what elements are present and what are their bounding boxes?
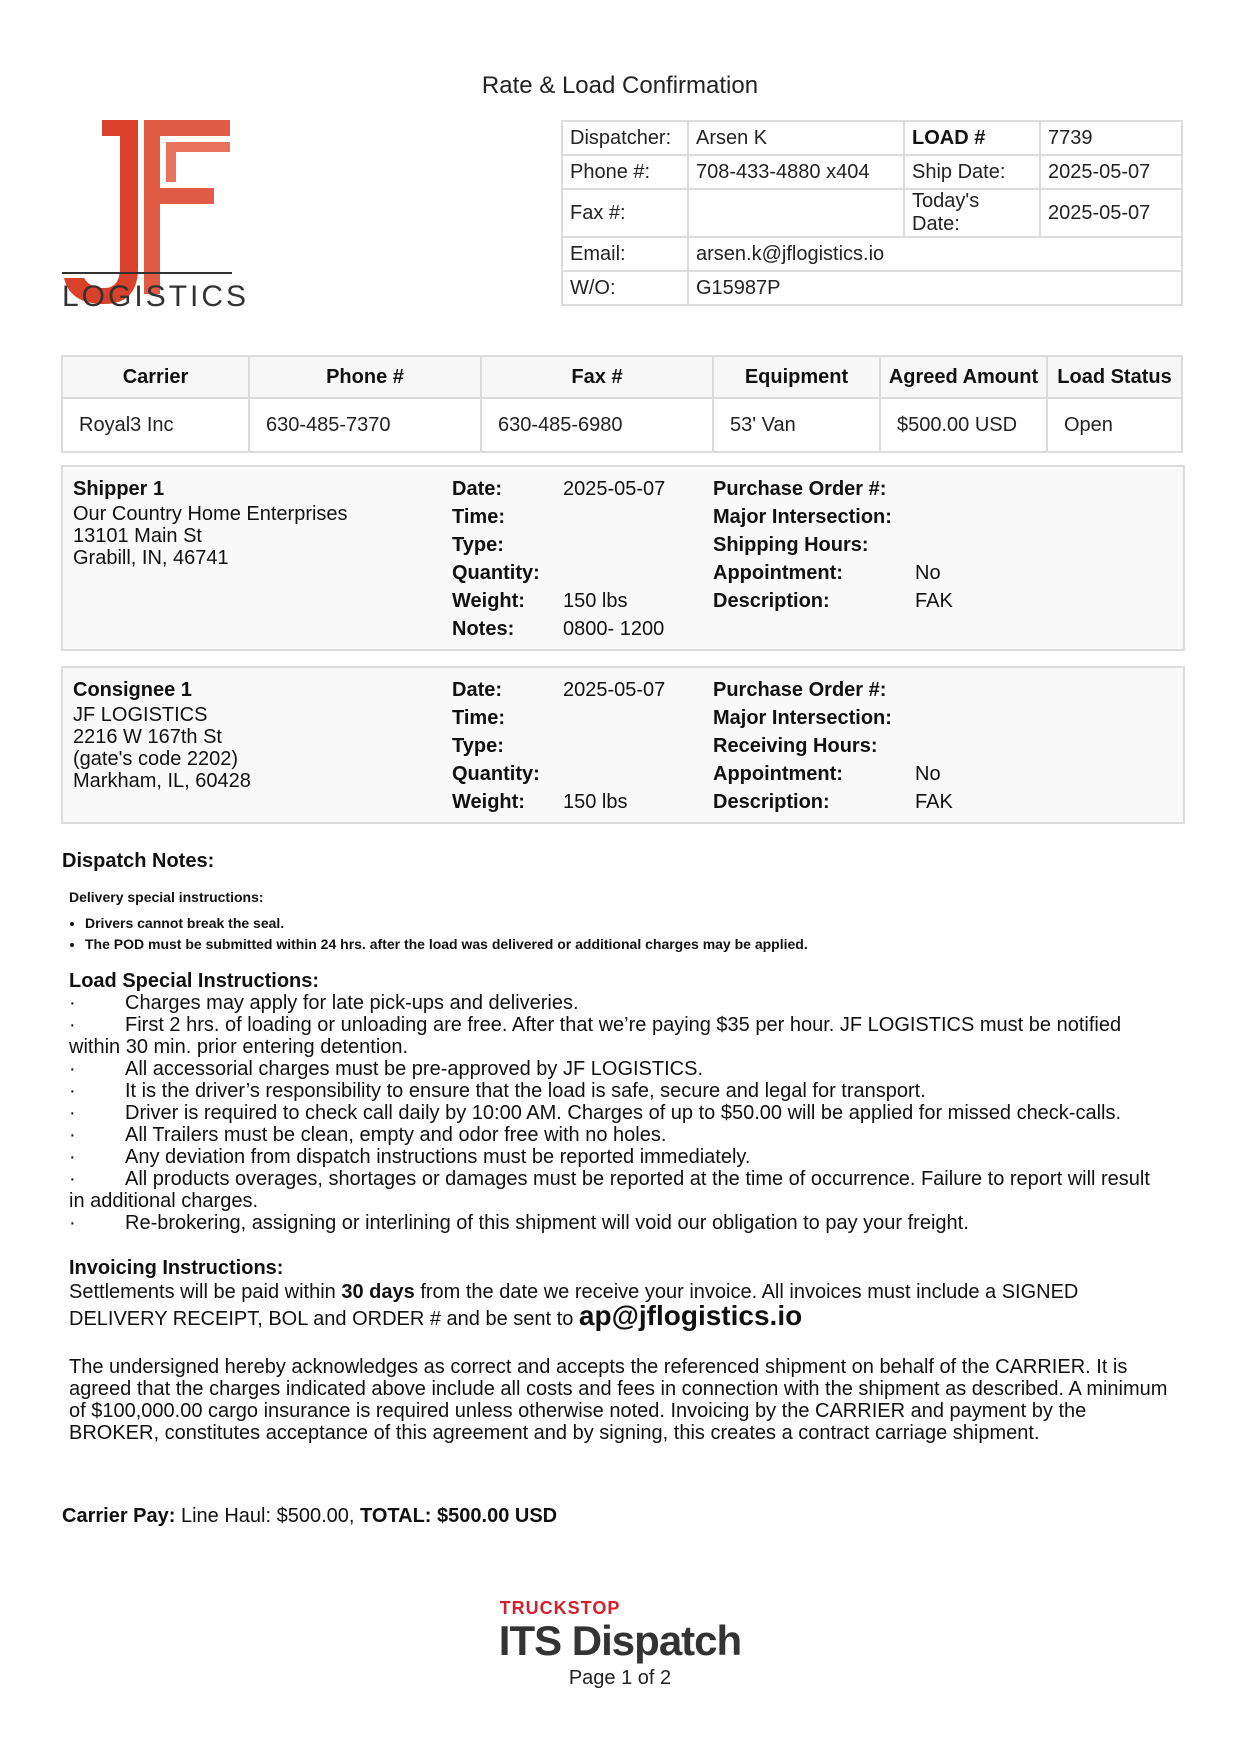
delivery-instructions	[69, 889, 808, 957]
delivery-instructions-title: Delivery special instructions:	[69, 889, 264, 905]
col-header-phone: Phone #	[249, 356, 481, 398]
carrier-table	[61, 355, 1183, 453]
list-item: · All products overages, shortages or damages must be reported at the time of occurrence. Failure to report will result in additional charges.	[69, 1168, 1150, 1212]
invoicing-text-2: from the date we receive your invoice. All invoices must include a SIGNED	[420, 1281, 1079, 1303]
bullet: ·	[69, 1058, 76, 1080]
consignee-intersection-label: Major Intersection:	[713, 707, 892, 729]
col-header-equipment: Equipment	[713, 356, 880, 398]
list-item: · Re-brokering, assigning or interlining of this shipment will void our obligation to pay your freight.	[69, 1212, 969, 1234]
carrier-agreed-amount: $500.00 USD	[880, 398, 1047, 452]
shipper-box	[61, 465, 1185, 651]
consignee-hours-label: Receiving Hours:	[713, 735, 878, 757]
load-value: 7739	[1040, 121, 1182, 155]
shipper-type-value	[563, 531, 665, 559]
invoicing-text-1: Settlements will be paid within	[69, 1281, 336, 1303]
shipper-appointment-value: No	[915, 562, 941, 584]
consignee-note: (gate's code 2202)	[73, 748, 239, 770]
shipper-name: Our Country Home Enterprises	[73, 503, 348, 525]
load-label: LOAD #	[904, 121, 1040, 155]
shipper-date-label: Date:	[452, 478, 503, 500]
shipper-description-value: FAK	[915, 590, 953, 612]
consignee-type-label: Type:	[452, 735, 504, 757]
shipper-intersection-label: Major Intersection:	[713, 506, 892, 528]
col-header-agreed-amount: Agreed Amount	[880, 356, 1047, 398]
consignee-date-value: 2025-05-07	[563, 679, 666, 701]
email-label: Email:	[562, 237, 688, 271]
fax-label: Fax #:	[562, 189, 688, 237]
list-item: · It is the driver’s responsibility to ensure that the load is safe, secure and legal for transport.	[69, 1080, 926, 1102]
consignee-hours-value	[915, 732, 953, 760]
shipper-weight-label: Weight:	[452, 590, 525, 612]
email-value: arsen.k@jflogistics.io	[688, 237, 1182, 271]
invoicing-email: ap@jflogistics.io	[578, 1300, 803, 1331]
list-item: · Charges may apply for late pick-ups and deliveries.	[69, 992, 579, 1014]
list-item: • Drivers cannot break the seal.	[85, 915, 808, 931]
consignee-box	[61, 666, 1185, 824]
dispatcher-value: Arsen K	[688, 121, 904, 155]
list-item: · Driver is required to check call daily by 10:00 AM. Charges of up to $50.00 will be applied for missed check-calls.	[69, 1102, 1122, 1124]
shipper-street: 13101 Main St	[73, 525, 202, 547]
page-title: Rate & Load Confirmation	[481, 72, 759, 99]
consignee-appointment-label: Appointment:	[713, 763, 843, 785]
dispatcher-label: Dispatcher:	[562, 121, 688, 155]
wo-value: G15987P	[688, 271, 1182, 305]
shipper-description-label: Description:	[713, 590, 830, 612]
shipper-hours-value	[915, 531, 953, 559]
consignee-type-value	[563, 732, 665, 760]
consignee-po-label: Purchase Order #:	[713, 679, 887, 701]
shipper-date-value: 2025-05-07	[563, 478, 666, 500]
consignee-weight-label: Weight:	[452, 791, 525, 813]
today-label: Today's Date:	[904, 189, 1040, 237]
consignee-date-label: Date:	[452, 679, 503, 701]
ship-date-label: Ship Date:	[904, 155, 1040, 189]
consignee-title: Consignee 1	[73, 679, 192, 701]
ship-date-value: 2025-05-07	[1040, 155, 1182, 189]
consignee-description-value: FAK	[915, 791, 953, 813]
carrier-name: Royal3 Inc	[62, 398, 249, 452]
logo-text: LOGISTICS	[62, 272, 232, 314]
carrier-pay-total: TOTAL: $500.00 USD	[360, 1505, 558, 1527]
consignee-weight-value: 150 lbs	[563, 791, 628, 813]
shipper-quantity-label: Quantity:	[452, 562, 540, 584]
shipper-quantity-value	[563, 559, 665, 587]
col-header-carrier: Carrier	[62, 356, 249, 398]
carrier-equipment: 53' Van	[713, 398, 880, 452]
shipper-title: Shipper 1	[73, 478, 165, 500]
carrier-fax: 630-485-6980	[481, 398, 713, 452]
invoicing-instructions	[69, 1256, 1179, 1331]
consignee-quantity-value	[563, 760, 665, 788]
invoicing-title: Invoicing Instructions:	[69, 1257, 284, 1279]
bullet: ·	[69, 1080, 76, 1102]
bullet: ·	[69, 1168, 76, 1190]
consignee-city: Markham, IL, 60428	[73, 770, 251, 792]
shipper-appointment-label: Appointment:	[713, 562, 843, 584]
bullet: ·	[69, 1102, 76, 1124]
consignee-time-label: Time:	[452, 707, 505, 729]
invoicing-text-3: DELIVERY RECEIPT, BOL and ORDER # and be sent to	[69, 1308, 574, 1330]
consignee-po-value	[915, 676, 953, 704]
table-row	[62, 398, 1182, 452]
shipper-hours-label: Shipping Hours:	[713, 534, 869, 556]
bullet: ·	[69, 1212, 76, 1234]
bullet: ·	[69, 1146, 76, 1168]
dispatch-notes-title: Dispatch Notes:	[62, 850, 215, 872]
bullet: ·	[69, 1124, 76, 1146]
consignee-appointment-value: No	[915, 763, 941, 785]
shipper-weight-value: 150 lbs	[563, 590, 628, 612]
consignee-description-label: Description:	[713, 791, 830, 813]
page-number: Page 1 of 2	[568, 1667, 672, 1689]
shipper-time-value	[563, 503, 665, 531]
footer	[0, 1598, 1240, 1690]
shipper-po-value	[915, 475, 953, 503]
carrier-phone: 630-485-7370	[249, 398, 481, 452]
truckstop-logo: TRUCKSTOP	[499, 1598, 621, 1618]
load-special-title: Load Special Instructions:	[69, 970, 320, 992]
its-dispatch-logo: ITS Dispatch	[498, 1617, 742, 1664]
shipper-notes-label: Notes:	[452, 618, 515, 640]
list-item: • The POD must be submitted within 24 hrs. after the load was delivered or additional charges may be applied.	[85, 936, 808, 952]
header-info-table	[561, 120, 1183, 306]
list-item: · All Trailers must be clean, empty and odor free with no holes.	[69, 1124, 667, 1146]
carrier-pay-label: Carrier Pay:	[62, 1505, 176, 1527]
list-item: · First 2 hrs. of loading or unloading are free. After that we’re paying $35 per hour. JF LOGISTICS must be notified within 30 min. prior entering detention.	[69, 1014, 1122, 1058]
shipper-notes-value: 0800- 1200	[563, 618, 665, 640]
consignee-time-value	[563, 704, 665, 732]
bullet: ·	[69, 1014, 76, 1036]
acknowledgement-text: The undersigned hereby acknowledges as correct and accepts the referenced shipment on behalf of the CARRIER. It is agreed that the charges indicated above include all costs and fees in connection with the shipment as described. A minimum of $100,000.00 cargo insurance is required unless otherwise noted. Invoicing by the CARRIER and payment by the BROKER, constitutes acceptance of this agreement and by signing, this creates a contract carriage shipment.	[69, 1356, 1168, 1444]
invoicing-days: 30 days	[341, 1281, 415, 1303]
phone-value: 708-433-4880 x404	[688, 155, 904, 189]
shipper-city: Grabill, IN, 46741	[73, 547, 229, 569]
shipper-po-label: Purchase Order #:	[713, 478, 887, 500]
list-item: · All accessorial charges must be pre-approved by JF LOGISTICS.	[69, 1058, 704, 1080]
shipper-type-label: Type:	[452, 534, 504, 556]
bullet: ·	[69, 992, 76, 1014]
consignee-name: JF LOGISTICS	[73, 704, 208, 726]
carrier-pay-line-haul: Line Haul: $500.00,	[180, 1505, 355, 1527]
col-header-fax: Fax #	[481, 356, 713, 398]
consignee-intersection-value	[915, 704, 953, 732]
fax-value	[688, 189, 904, 237]
today-value: 2025-05-07	[1040, 189, 1182, 237]
delivery-instructions-list	[69, 915, 808, 952]
col-header-load-status: Load Status	[1047, 356, 1182, 398]
carrier-load-status: Open	[1047, 398, 1182, 452]
phone-label: Phone #:	[562, 155, 688, 189]
carrier-pay	[62, 1505, 557, 1528]
consignee-quantity-label: Quantity:	[452, 763, 540, 785]
load-special-instructions	[69, 970, 1179, 1234]
shipper-time-label: Time:	[452, 506, 505, 528]
shipper-intersection-value	[915, 503, 953, 531]
list-item: · Any deviation from dispatch instructions must be reported immediately.	[69, 1146, 751, 1168]
consignee-street: 2216 W 167th St	[73, 726, 222, 748]
wo-label: W/O:	[562, 271, 688, 305]
